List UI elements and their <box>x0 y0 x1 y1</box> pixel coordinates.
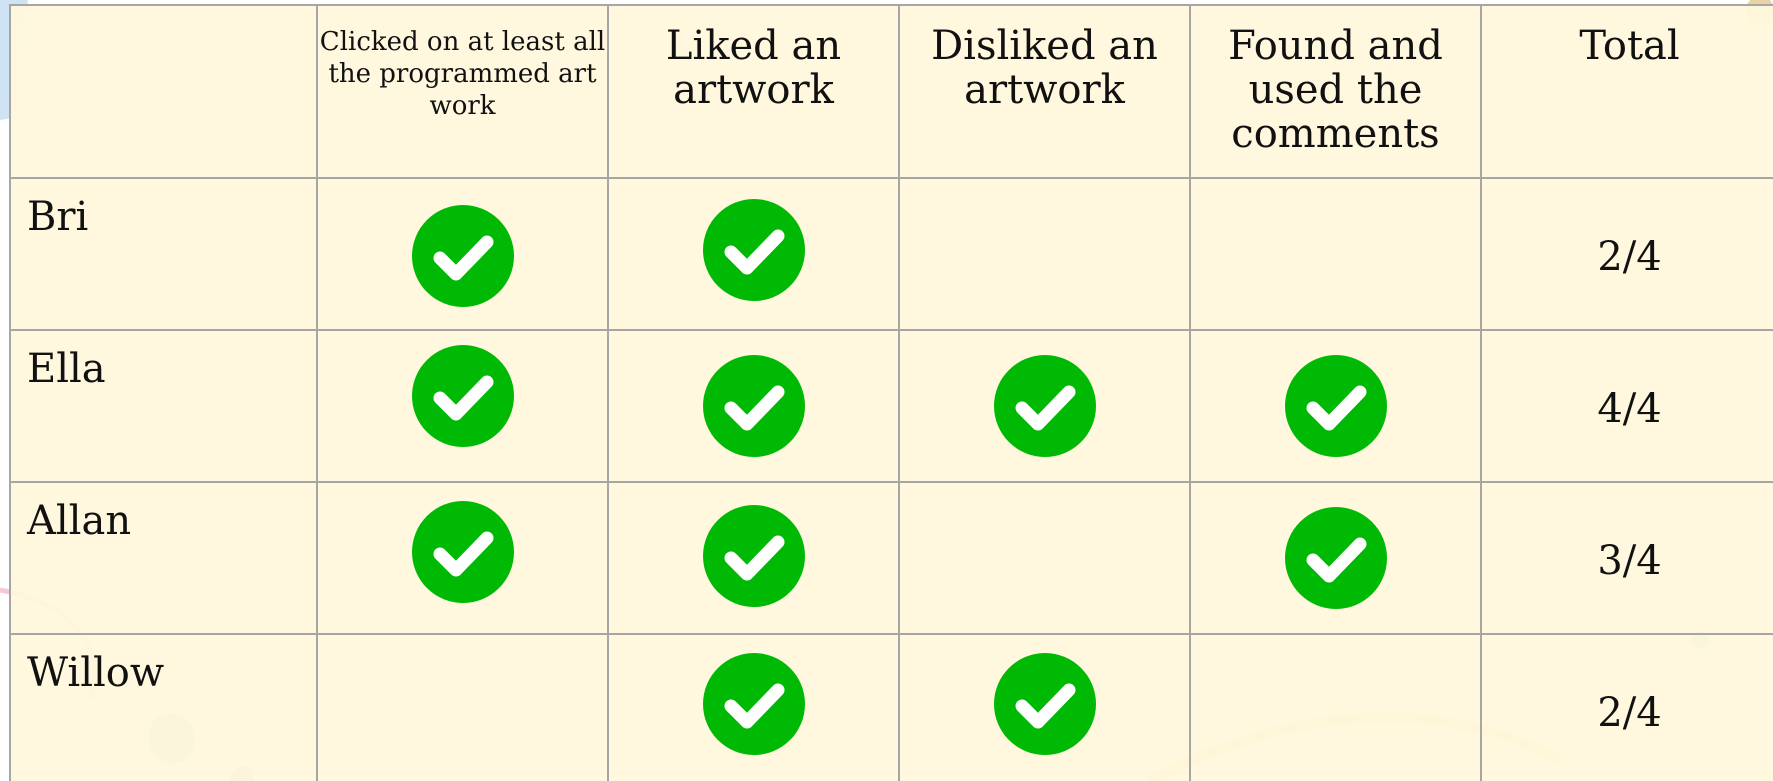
name-cell <box>10 330 317 482</box>
header-disliked-label: Disliked an artwork <box>931 23 1158 113</box>
check-circle-icon <box>1285 507 1387 609</box>
total-cell <box>1481 634 1773 781</box>
check-cell <box>1190 330 1481 482</box>
check-circle-icon <box>994 355 1096 457</box>
check-cell <box>317 178 608 330</box>
check-cell <box>899 482 1190 634</box>
header-total-label: Total <box>1579 23 1680 69</box>
check-circle-icon <box>703 199 805 301</box>
header-cell-comments <box>1190 5 1481 178</box>
check-cell <box>608 634 899 781</box>
check-cell <box>317 482 608 634</box>
check-cell <box>608 330 899 482</box>
check-cell <box>608 178 899 330</box>
check-cell <box>608 482 899 634</box>
header-corner-cell <box>10 5 317 178</box>
table-row <box>10 482 1773 634</box>
total-score: 3/4 <box>1597 538 1662 584</box>
header-clicked-all-label: Clicked on at least all the programmed art work <box>319 27 606 121</box>
check-cell <box>1190 482 1481 634</box>
check-cell <box>317 330 608 482</box>
check-cell <box>317 634 608 781</box>
name-cell <box>10 178 317 330</box>
table-row <box>10 178 1773 330</box>
name-cell <box>10 634 317 781</box>
total-cell <box>1481 482 1773 634</box>
check-circle-icon <box>412 205 514 307</box>
participant-name: Willow <box>27 650 165 696</box>
check-cell <box>899 178 1190 330</box>
check-circle-icon <box>412 345 514 447</box>
header-row <box>10 5 1773 178</box>
header-comments-label: Found and used the comments <box>1228 23 1443 157</box>
total-score: 4/4 <box>1597 386 1662 432</box>
participant-name: Allan <box>27 498 132 544</box>
header-liked-label: Liked an artwork <box>665 23 842 113</box>
check-circle-icon <box>994 653 1096 755</box>
header-cell-clicked-all <box>317 5 608 178</box>
check-circle-icon <box>412 501 514 603</box>
check-cell <box>1190 178 1481 330</box>
progress-table <box>9 4 1773 781</box>
total-score: 2/4 <box>1597 690 1662 736</box>
check-cell <box>899 330 1190 482</box>
header-cell-disliked <box>899 5 1190 178</box>
header-cell-total <box>1481 5 1773 178</box>
check-circle-icon <box>703 355 805 457</box>
name-cell <box>10 482 317 634</box>
check-circle-icon <box>703 653 805 755</box>
check-cell <box>1190 634 1481 781</box>
total-cell <box>1481 178 1773 330</box>
participant-name: Ella <box>27 346 106 392</box>
header-cell-liked <box>608 5 899 178</box>
check-cell <box>899 634 1190 781</box>
participant-name: Bri <box>27 194 89 240</box>
check-circle-icon <box>1285 355 1387 457</box>
check-circle-icon <box>703 505 805 607</box>
total-score: 2/4 <box>1597 234 1662 280</box>
table-row <box>10 634 1773 781</box>
table-row <box>10 330 1773 482</box>
total-cell <box>1481 330 1773 482</box>
